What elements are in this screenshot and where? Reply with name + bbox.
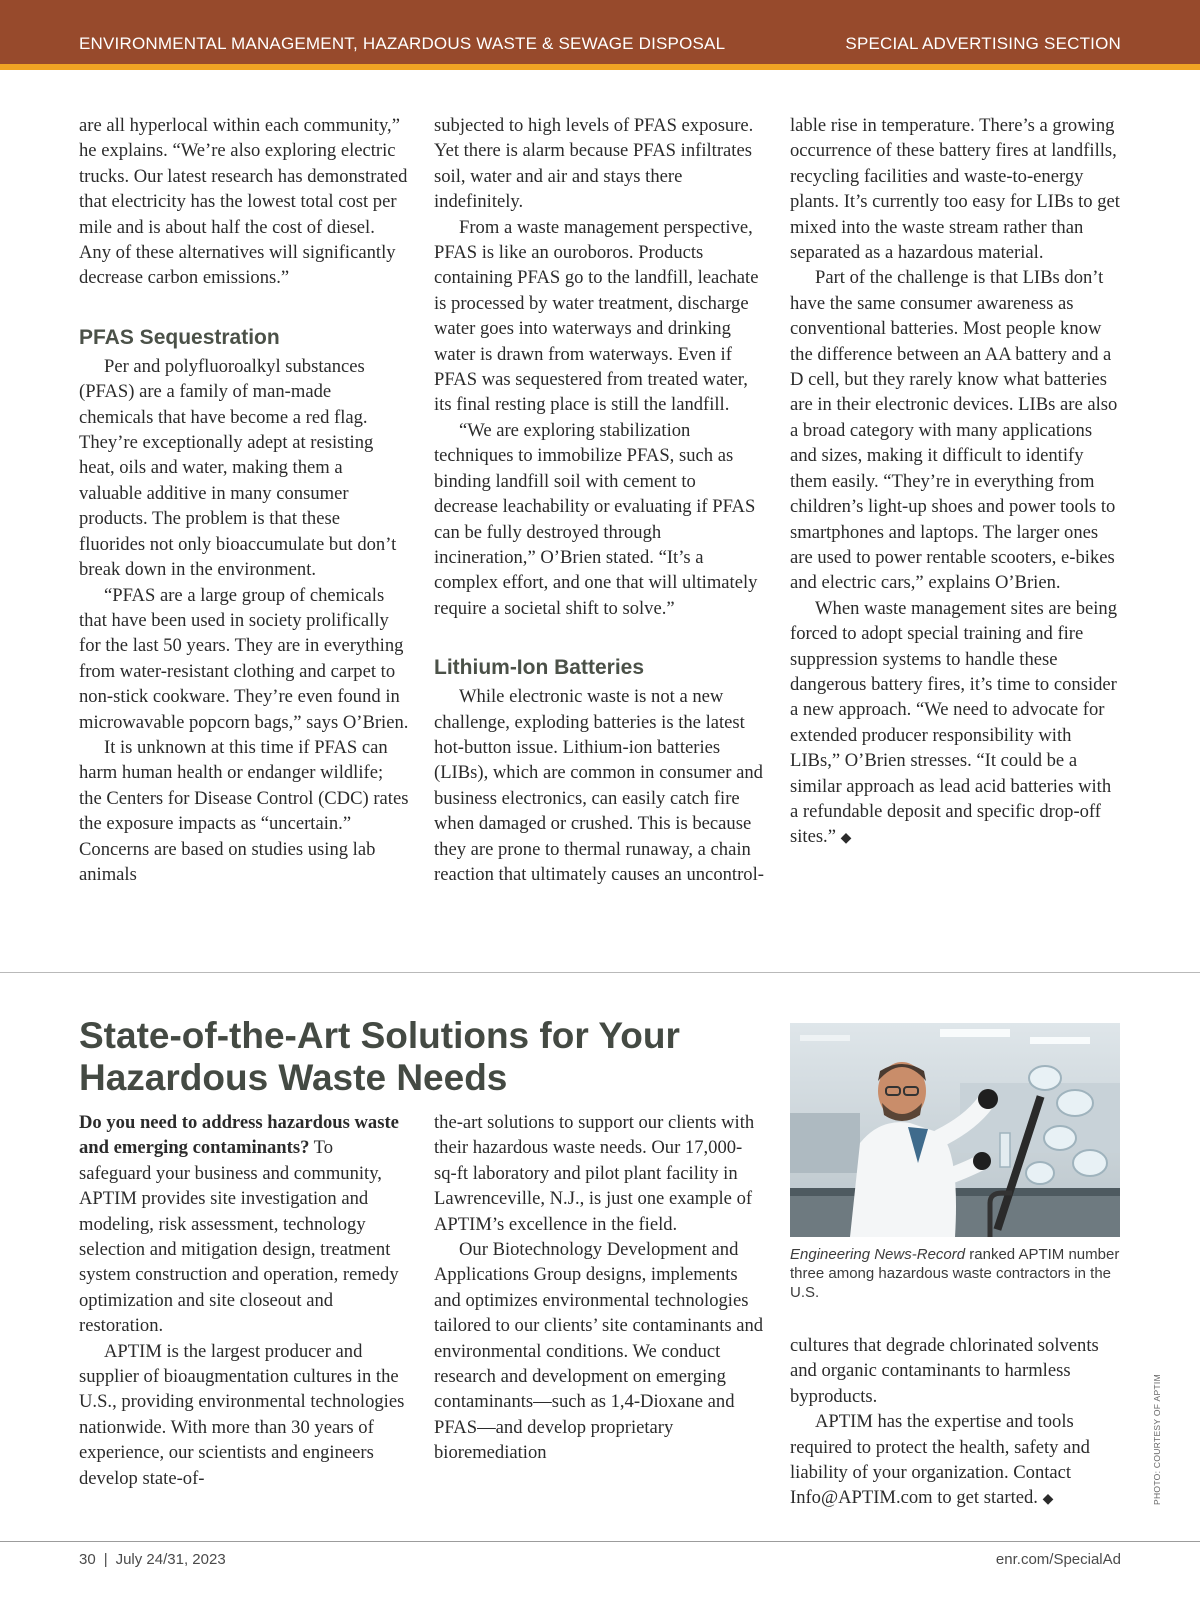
ad-lead-question: Do you need to address hazardous waste and emerging contaminants? [79, 1112, 399, 1159]
article-column-1 [79, 113, 409, 887]
ad-paragraph [790, 1409, 1120, 1513]
photo-caption [790, 1245, 1120, 1302]
section-title: ENVIRONMENTAL MANAGEMENT, HAZARDOUS WASTE & SEWAGE DISPOSAL [79, 34, 726, 53]
subheading-pfas-sequestration: PFAS Sequestration [79, 325, 280, 349]
article-column-3 [790, 113, 1120, 852]
article-paragraph [790, 596, 1120, 852]
article-paragraph: Per and polyfluoroalkyl substances (PFAS) are a family of man-made chemicals that have become a red flag. They’re exceptionally adept at resisting heat, oils and water, making them a valuable additive in many consumer products. The problem is that these fluorides not only bioaccumulate but don’t break down in the environment. [79, 355, 397, 581]
issue-date: July 24/31, 2023 [115, 1551, 226, 1568]
ad-paragraph: APTIM is the largest producer and supplier of bioaugmentation cultures in the U.S., providing environmental technologies nationwide. With more than 30 years of experience, our scientists and engineers develop state-of- [79, 1340, 405, 1489]
article-paragraph: subjected to high levels of PFAS exposure. Yet there is alarm because PFAS infiltrates soil, water and air and stays there indefinitely. [434, 115, 754, 213]
article-paragraph: It is unknown at this time if PFAS can harm human health or endanger wildlife; the Centers for Disease Control (CDC) rates the exposure impacts as “uncertain.” Concerns are based on studies using lab animals [79, 736, 409, 885]
end-mark-icon: ◆ [1042, 1492, 1054, 1508]
section-divider [0, 972, 1200, 973]
footer-rule [0, 1541, 1200, 1542]
special-advertising-label: SPECIAL ADVERTISING SECTION [845, 34, 1121, 53]
ad-paragraph-text: To safeguard your business and community, APTIM provides site investigation and modeling, risk assessment, technology selection and mitigation design, treatment system construction and operation, remedy optimization and site closeout and restoration. [79, 1137, 399, 1337]
article-paragraph: lable rise in temperature. There’s a growing occurrence of these battery fires at landfills, recycling facilities and waste-to-energy plants. It’s currently too easy for LIBs to get mixed into the waste stream rather than separated as a hazardous material. [790, 115, 1120, 264]
article-column-2 [434, 113, 764, 887]
caption-publication-name: Engineering News-Record [790, 1246, 966, 1263]
article-paragraph: Part of the challenge is that LIBs don’t have the same consumer awareness as conventional batteries. Most people know the difference between an AA battery and a D cell, but they rarely know what batteries are in their electronic devices. LIBs are also a broad category with many applications and sizes, making it difficult to identify them easily. “They’re in everything from children’s light-up shoes and power tools to smartphones and laptops. The larger ones are used to power rentable scooters, e-bikes and electric cars,” explains O’Brien. [790, 267, 1118, 594]
caption-text: ranked APTIM number three among hazardous waste contractors in the U.S. [790, 1246, 1120, 1301]
footer-separator: | [103, 1551, 108, 1568]
page-number: 30 [79, 1551, 96, 1568]
lab-photo-illustration [790, 1023, 1120, 1237]
ad-paragraph: the-art solutions to support our clients with their hazardous waste needs. Our 17,000-sq-ft laboratory and pilot plant facility in Lawrenceville, N.J., is just one example of APTIM’s excellence in the field. [434, 1112, 755, 1235]
article-paragraph: While electronic waste is not a new challenge, exploding batteries is the latest hot-button issue. Lithium-ion batteries (LIBs), which are common in consumer and business electronics, can easily catch fire when damaged or crushed. This is because they are prone to thermal runaway, a chain reaction that ultimately causes an uncontrol- [434, 686, 764, 885]
article-paragraph: are all hyperlocal within each community,” he explains. “We’re also exploring electric trucks. Our latest research has demonstrated that electricity has the lowest total cost per mile and is about half the cost of diesel. Any of these alternatives will significantly decrease carbon emissions.” [79, 115, 408, 289]
section-header-bar [0, 0, 1200, 64]
photo-credit: PHOTO: COURTESY OF APTIM [1152, 1374, 1162, 1505]
ad-headline: State-of-the-Art Solutions for Your Hazardous Waste Needs [79, 1015, 680, 1098]
ad-column-3 [790, 1333, 1120, 1513]
subheading-lithium-ion-batteries: Lithium-Ion Batteries [434, 656, 645, 680]
ad-paragraph: Our Biotechnology Development and Applications Group designs, implements and optimizes environmental technologies tailored to our clients’ site contaminants and environmental conditions. We conduct research and development on emerging contaminants—such as 1,4-Dioxane and PFAS—and develop proprietary bioremediation [434, 1239, 764, 1464]
article-paragraph-text: When waste management sites are being forced to adopt special training and fire suppression systems to handle these dangerous battery fires, it’s time to consider a new approach. “We need to advocate for extended producer responsibility with LIBs,” O’Brien stresses. “It could be a similar approach as lead acid batteries with a refundable deposit and specific drop-off sites.” [790, 597, 1118, 848]
ad-column-2 [434, 1110, 764, 1466]
footer-page-info [79, 1551, 226, 1568]
ad-paragraph: cultures that degrade chlorinated solvents and organic contaminants to harmless byproducts. [790, 1335, 1099, 1407]
article-paragraph: “We are exploring stabilization techniques to immobilize PFAS, such as binding landfill soil with cement to decrease leachability or evaluating if PFAS can be fully destroyed through incineration,” O’Brien stated. “It’s a complex effort, and one that will ultimately require a societal shift to solve.” [434, 419, 758, 619]
article-paragraph: “PFAS are a large group of chemicals that have been used in society prolifically for the last 50 years. They are in everything from water-resistant clothing and carpet to non-stick cookware. They’re even found in microwavable popcorn bags,” says O’Brien. [79, 584, 409, 733]
lab-scientist-photo [790, 1023, 1120, 1237]
article-paragraph: From a waste management perspective, PFAS is like an ouroboros. Products containing PFAS go to the landfill, leachate is processed by water treatment, discharge water goes into waterways and drinking water is drawn from waterways. Even if PFAS was sequestered from treated water, its final resting place is still the landfill. [434, 216, 759, 416]
header-accent-stripe [0, 64, 1200, 70]
footer-url: enr.com/SpecialAd [995, 1551, 1121, 1568]
ad-column-1 [79, 1110, 409, 1491]
ad-paragraph-text: APTIM has the expertise and tools required to protect the health, safety and liability of your organization. Contact Info@APTIM.com to get started. [790, 1411, 1090, 1509]
ad-paragraph [79, 1110, 409, 1339]
end-mark-icon: ◆ [840, 831, 852, 847]
